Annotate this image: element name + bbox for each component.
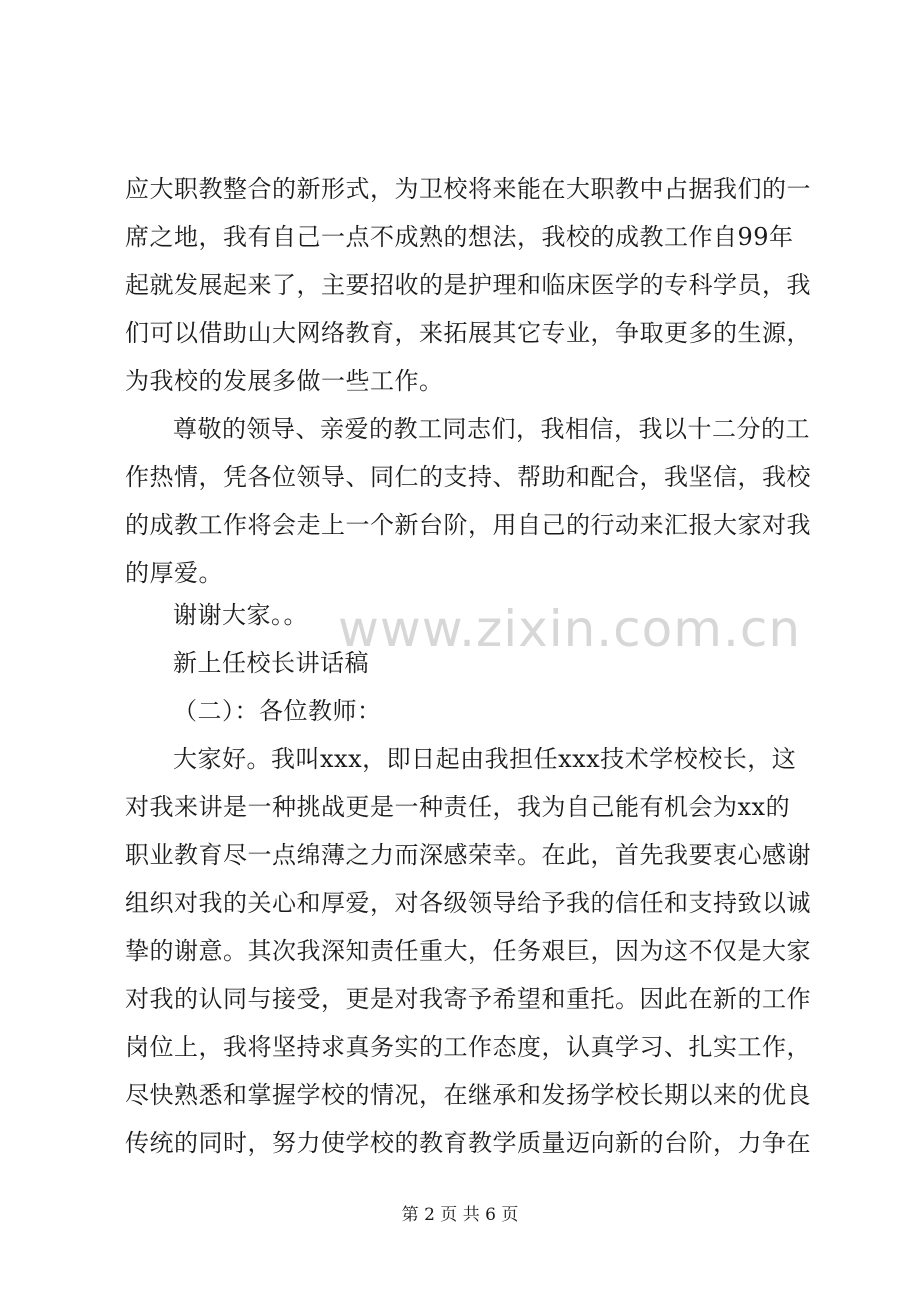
text-line: 们可以借助山大网络教育，来拓展其它专业，争取更多的生源， [125,319,811,347]
text-line: 作热情，凭各位领导、同仁的支持、帮助和配合，我坚信，我校 [125,463,811,491]
text-line: 应大职教整合的新形式，为卫校将来能在大职教中占据我们的一 [125,175,811,203]
page-number-footer: 第 2 页 共 6 页 [401,1205,519,1225]
text-line: 对我来讲是一种挑战更是一种责任，我为自己能有机会为xx的 [125,793,791,821]
text-line: 尽快熟悉和掌握学校的情况，在继承和发扬学校长期以来的优良 [125,1081,811,1109]
text-line: 起就发展起来了，主要招收的是护理和临床医学的专科学员，我 [125,271,811,299]
section-subtitle: （二）：各位教师： [173,697,382,725]
text-line: 大家好。我叫xxx，即日起由我担任xxx技术学校校长，这 [173,745,797,773]
watermark: www.zixin.com.cn [338,600,802,658]
section-title: 新上任校长讲话稿 [173,649,369,677]
text-line: 为我校的发展多做一些工作。 [125,367,444,395]
text-line: 传统的同时，努力使学校的教育教学质量迈向新的台阶，力争在 [125,1129,811,1157]
text-line: 职业教育尽一点绵薄之力而深感荣幸。在此，首先我要衷心感谢 [125,841,811,869]
text-line: 席之地，我有自己一点不成熟的想法，我校的成教工作自99年 [125,223,794,251]
text-line: 的成教工作将会走上一个新台阶，用自己的行动来汇报大家对我 [125,511,811,539]
text-line: 的厚爱。 [125,559,223,587]
text-line: 岗位上，我将坚持求真务实的工作态度，认真学习、扎实工作， [125,1033,811,1061]
text-line: 谢谢大家。。 [173,601,308,629]
text-line: 对我的认同与接受，更是对我寄予希望和重托。因此在新的工作 [125,985,811,1013]
text-line: 尊敬的领导、亲爱的教工同志们，我相信，我以十二分的工 [173,415,810,443]
text-line: 组织对我的关心和厚爱，对各级领导给予我的信任和支持致以诚 [125,889,811,917]
text-line: 挚的谢意。其次我深知责任重大，任务艰巨，因为这不仅是大家 [125,937,811,965]
